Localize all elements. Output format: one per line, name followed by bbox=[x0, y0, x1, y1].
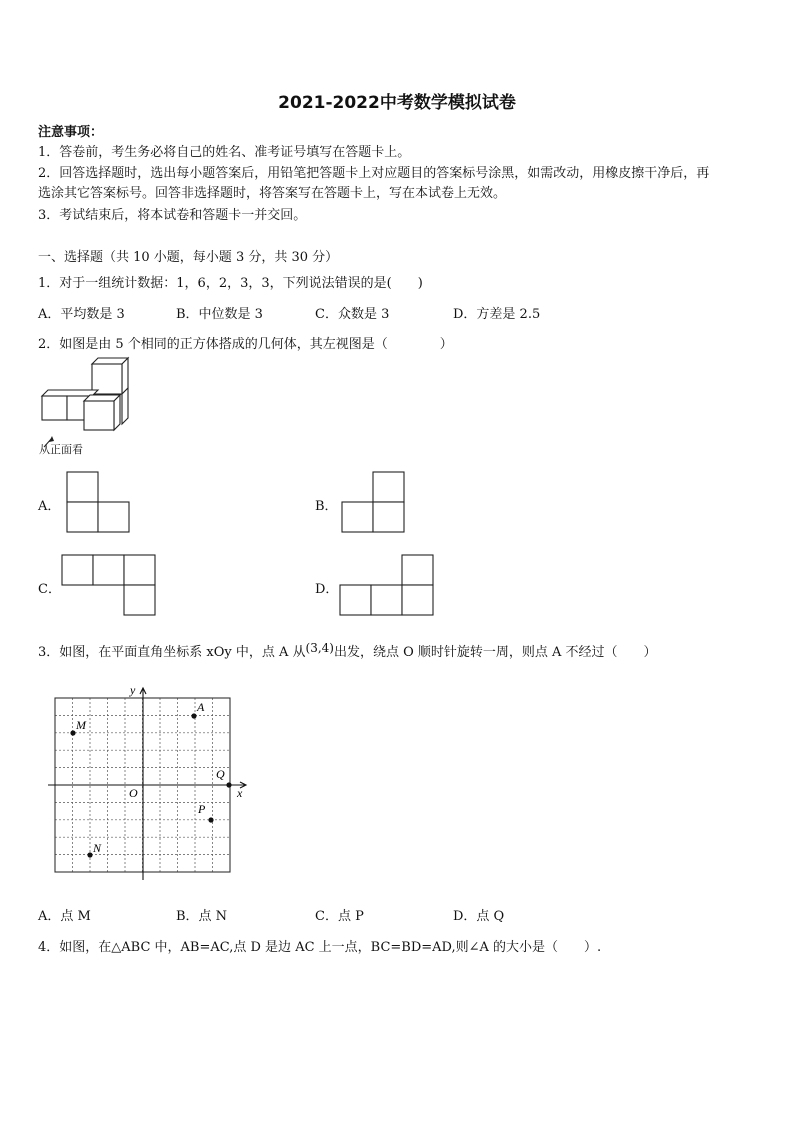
q2-caption: 从正面看 bbox=[39, 443, 83, 456]
notes-item-1: 1．答卷前，考生务必将自己的姓名、准考证号填写在答题卡上。 bbox=[38, 145, 411, 160]
q1-option-d: D．方差是 2.5 bbox=[453, 307, 541, 322]
q2-option-b-label: B． bbox=[315, 499, 338, 514]
q3-coordinate: (3,4) bbox=[305, 641, 334, 655]
notes-heading: 注意事项： bbox=[38, 125, 104, 140]
notes-item-2-line-2: 选涂其它答案标号。回答非选择题时，将答案写在答题卡上，写在本试卷上无效。 bbox=[38, 186, 507, 201]
q1-option-a: A．平均数是 3 bbox=[38, 307, 125, 322]
q3-stem-start: 3．如图，在平面直角坐标系 xOy 中，点 A 从 bbox=[38, 645, 306, 660]
point-a bbox=[191, 713, 196, 718]
q4-stem: 4．如图，在△ABC 中，AB=AC,点 D 是边 AC 上一点，BC=BD=AD,则∠A 的大小是（ ）. bbox=[38, 940, 602, 955]
q3-stem-end: 出发，绕点 O 顺时针旋转一周，则点 A 不经过（ ） bbox=[333, 645, 657, 660]
x-axis-label: x bbox=[237, 786, 243, 800]
q2-option-d-label: D． bbox=[315, 582, 339, 597]
notes-item-3: 3．考试结束后，将本试卷和答题卡一并交回。 bbox=[38, 208, 307, 223]
point-m-label: M bbox=[76, 718, 86, 732]
q2-option-a-label: A． bbox=[38, 499, 61, 514]
page-title: 2021-2022中考数学模拟试卷 bbox=[278, 93, 516, 113]
q2-option-d-figure bbox=[339, 554, 435, 618]
q2-option-c-label: C． bbox=[38, 582, 61, 597]
origin-label: O bbox=[129, 786, 138, 800]
point-n-label: N bbox=[93, 841, 102, 855]
y-axis-label: y bbox=[130, 683, 136, 697]
q2-stem: 2．如图是由 5 个相同的正方体搭成的几何体，其左视图是（ ） bbox=[38, 337, 453, 352]
q3-coordinate-grid bbox=[44, 682, 254, 884]
q2-option-a-figure bbox=[66, 470, 132, 534]
point-p bbox=[208, 817, 213, 822]
point-a-label: A bbox=[197, 700, 205, 714]
notes-item-2-line-1: 2．回答选择题时，选出每小题答案后，用铅笔把答题卡上对应题目的答案标号涂黑，如需改动，用橡皮擦干净后，再 bbox=[38, 166, 710, 181]
point-n bbox=[87, 852, 92, 857]
q3-option-a: A．点 M bbox=[38, 909, 91, 924]
q1-option-b: B．中位数是 3 bbox=[176, 307, 263, 322]
q1-option-c: C．众数是 3 bbox=[315, 307, 390, 322]
point-m bbox=[70, 730, 75, 735]
section-heading: 一、选择题（共 10 小题，每小题 3 分，共 30 分） bbox=[38, 250, 339, 265]
point-q-label: Q bbox=[216, 767, 225, 781]
q2-option-b-figure bbox=[341, 470, 407, 534]
point-q bbox=[226, 782, 231, 787]
q3-stem-line bbox=[38, 641, 657, 660]
q3-option-d: D．点 Q bbox=[453, 909, 505, 924]
q3-option-b: B．点 N bbox=[176, 909, 228, 924]
q2-option-c-figure bbox=[61, 554, 157, 618]
q1-stem: 1．对于一组统计数据：1，6，2，3，3，下列说法错误的是( ) bbox=[38, 276, 423, 291]
point-p-label: P bbox=[198, 802, 206, 816]
q3-option-c: C．点 P bbox=[315, 909, 364, 924]
